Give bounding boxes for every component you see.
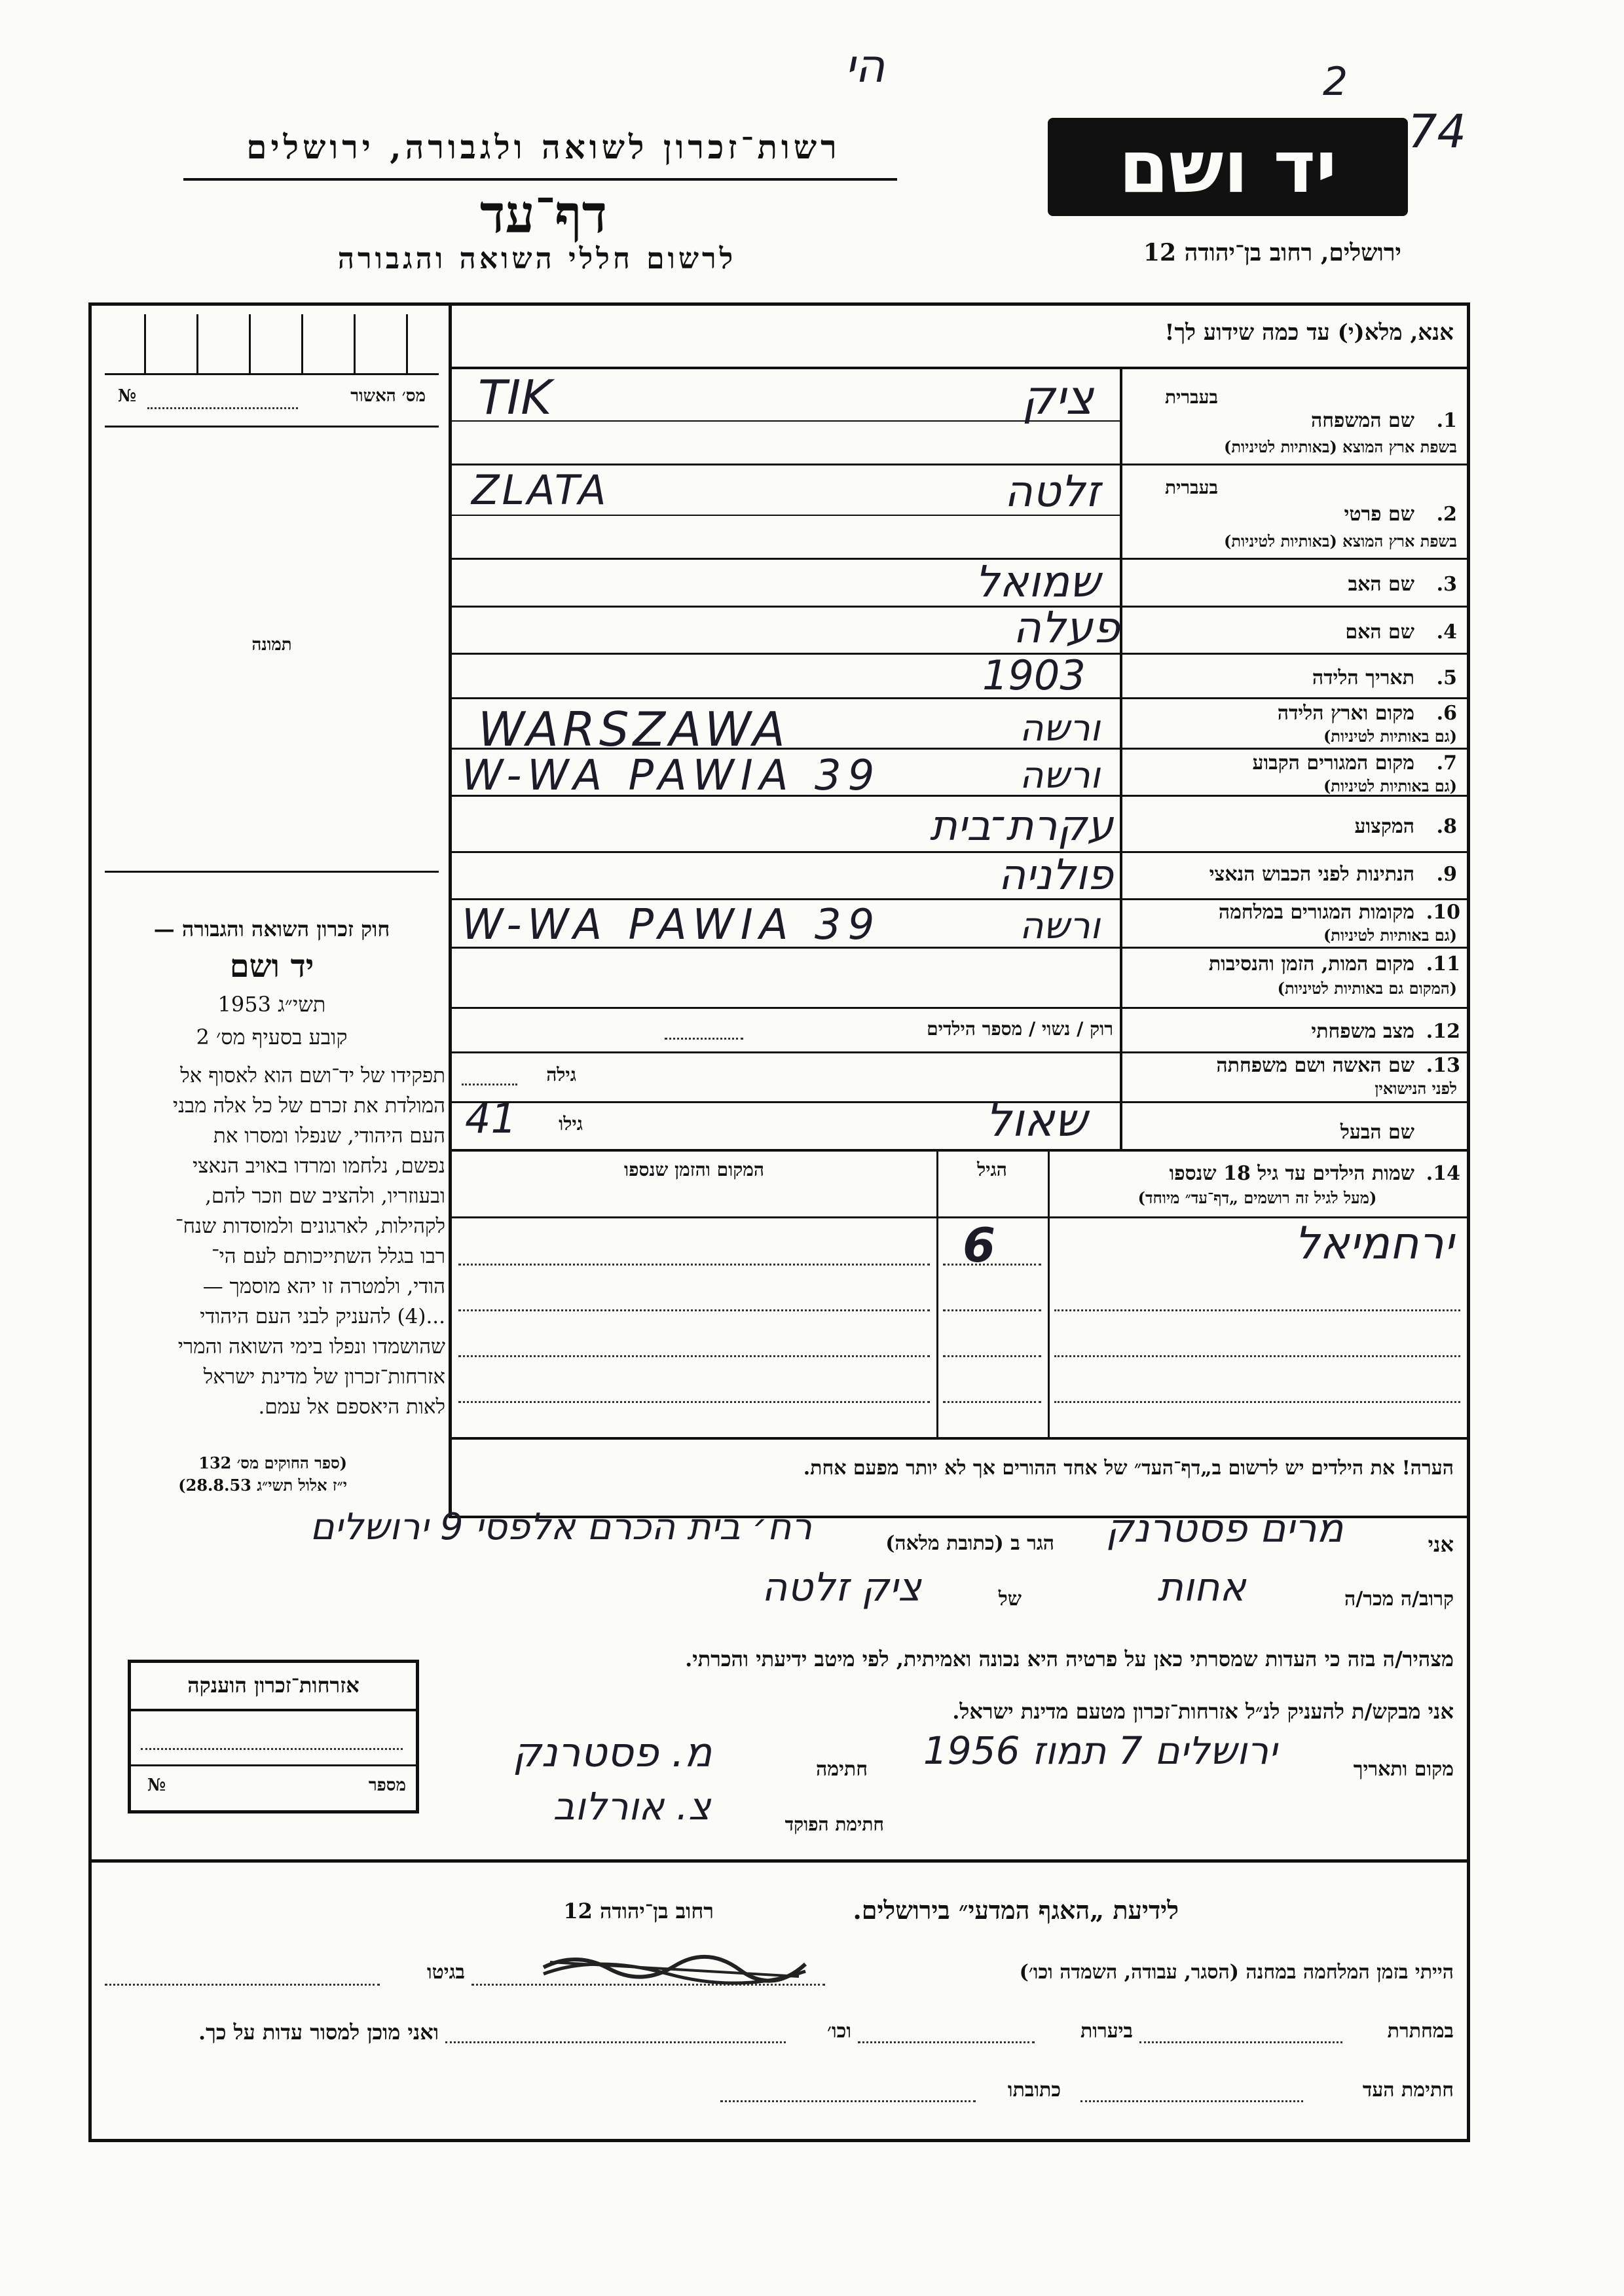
children-dots [458,1264,930,1266]
field-1-sub: בשפת ארץ המוצא (באותיות לטיניות) [1224,437,1457,456]
field-7-num: 7. [1436,752,1457,774]
field-2-value-hebrew: זלטה [1004,466,1100,517]
award-box-title-line [128,1709,419,1711]
authority-underline [183,178,897,181]
field-5-value: 1903 [982,651,1086,699]
award-dots [141,1748,403,1750]
label-column-divider [1120,368,1122,1150]
decl-name: מרים פסטרנק [1105,1506,1344,1552]
husband-label: שם הבעל [1340,1121,1414,1144]
field-5-num: 5. [1436,666,1457,689]
field-10-num: 10. [1426,901,1460,924]
field-2-num: 2. [1436,503,1457,526]
left-column-divider [449,302,452,1517]
info-line2-a: במחתרת [1387,2020,1454,2043]
field-3-num: 3. [1436,573,1457,596]
info-top-line [88,1859,1470,1863]
law-name: יד ושם [229,948,314,985]
decl-official-value: צ. אורלוב [553,1784,711,1829]
info-line1-ghetto-dots [105,1984,380,1986]
info-line2-d: ואני מוכן למסור עדות על כך. [198,2020,439,2045]
field-13-sub: לפני הנישואין [1375,1079,1457,1098]
husband-age-value: 41 [465,1095,517,1142]
award-number-line [128,1764,419,1766]
decl-relative: קרוב/ה מכר/ה [1344,1588,1454,1611]
approval-dots [147,407,298,409]
field-6-label: מקום וארץ הלידה [1277,702,1414,725]
decl-declare: מצהיר/ה בזה כי העדות שמסרתי כאן על פרטיה היא נכונה ואמיתית, לפי מיטב ידיעתי והכרתי. [685,1647,1454,1671]
photo-label: תמונה [251,635,292,655]
info-address: רחוב בן־יהודה 12 [563,1899,714,1923]
field-6-value-latin: WARSZAWA [478,702,789,757]
info-line2-c: וכו׳ [827,2020,851,2043]
decl-address: רח׳ בית הכרם אלפסי 9 ירושלים [310,1506,812,1548]
children-age-col-right [1048,1150,1050,1438]
field-6-num: 6. [1436,702,1457,725]
law-line: נפשם, נלחמו ומרדו באויב הנאצי [193,1154,445,1178]
field-11-label: מקום המות, הזמן והנסיבות [1208,953,1414,975]
field-1-value-latin: TIK [478,370,552,425]
row-line [452,464,1470,465]
decl-signature-label: חתימה [816,1758,868,1781]
children-dots [1054,1355,1460,1357]
children-num: 14. [1426,1162,1460,1185]
field-12-label: מצב משפחתי [1311,1020,1414,1043]
field-3-value: שמואל [974,556,1100,607]
decl-signature-value: מ. פסטרנק [512,1728,712,1776]
approval-label: מס׳ האשור [350,386,426,406]
approval-divider [105,426,439,428]
award-no: № [147,1776,166,1795]
children-sub: (מעל לגיל זה רושמים „דף־עד״ מיוחד) [1137,1188,1377,1207]
decl-place-date-value: ירושלים 7 תמוז 1956 [923,1728,1278,1773]
info-line3-dots-b [720,2100,976,2102]
info-line2-dots-b [858,2041,1035,2043]
law-title: חוק זכרון השואה והגבורה — [153,917,390,941]
law-line: הודי, ולמטרה זו יהא מוסמך — [202,1275,445,1298]
approval-no: № [118,386,137,406]
info-line3-dots-a [1080,2100,1303,2102]
law-line: תפקידו של יד־ושם הוא לאסוף אל [180,1064,445,1087]
field-8-value: עקרת־בית [929,802,1113,850]
children-dots [458,1309,930,1311]
form-subtitle: לרשום חללי השואה והגבורה [337,242,737,276]
field-7-value-hebrew: ורשה [1019,754,1100,797]
field-4-num: 4. [1436,621,1457,644]
info-line3-b: כתובתו [1007,2079,1061,2102]
field-1-lang: בעברית [1164,386,1218,408]
decl-official-label: חתימת הפוקד [784,1813,884,1835]
info-line3-a: חתימת העד [1362,2079,1454,2102]
law-line: לאות היאספם אל עמם. [258,1395,445,1419]
decl-resides: הגר ב (כתובת מלאה) [885,1532,1054,1555]
form-title: דף־עד [479,183,608,245]
field-11-sub: (המקום גם באותיות לטיניות) [1277,979,1457,998]
law-line: שהושמדו ונפלו בימי השואה והמרי [177,1335,445,1358]
info-line2-dots-c [445,2041,786,2043]
law-line: לקהילות, לארגונים ולמוסדות שנח־ [175,1214,445,1238]
children-place-col: המקום והזמן שנספו [624,1159,764,1180]
decl-request: אני מבקש/ת להעניק לנ״ל אזרחות־זכרון מטעם מדינת ישראל. [952,1699,1454,1724]
field-7-value-latin: W-WA PAWIA 39 [462,752,881,800]
children-dots [458,1355,930,1357]
corner-number-top: 2 [1323,59,1348,105]
law-line: רבו בגלל השתייכותם לעם הי־ [211,1245,445,1268]
field-4-value: פעלה [1012,602,1120,653]
info-title: לידיעת „האגף המדעי״ בירושלים. [853,1895,1179,1925]
child-age: 6 [963,1218,996,1273]
children-dots [943,1401,1041,1403]
field-9-value: פולניה [998,851,1113,900]
field-2-sub: בשפת ארץ המוצא (באותיות לטיניות) [1224,532,1457,551]
field-1-num: 1. [1436,409,1457,432]
decl-relation: אחות [1157,1565,1246,1611]
logo-text: יד ושם [1118,125,1337,209]
children-dots [458,1401,930,1403]
decl-place-date-label: מקום ותאריך [1353,1758,1454,1781]
field-11-num: 11. [1426,953,1460,975]
field-2-value-latin: ZLATA [471,466,609,514]
field-2-lang: בעברית [1164,477,1218,498]
field-1-label: שם המשפחה [1310,409,1414,432]
row-line [452,1007,1470,1009]
children-dots [943,1355,1041,1357]
field-9-label: הנתינות לפני הכבוש הנאצי [1209,863,1414,886]
decl-of-name: ציק זלטה [762,1565,921,1611]
field-4-label: שם האם [1345,621,1414,644]
row-line [452,1149,1470,1152]
child-name: ירחמיאל [1294,1218,1454,1269]
field-10-value-latin: W-WA PAWIA 39 [462,901,881,949]
award-number-label: מספר [368,1776,406,1795]
decl-of: של [998,1588,1022,1611]
field-6-sub: (גם באותיות לטיניות) [1323,727,1457,746]
law-ref-1: (ספר החוקים מס׳ 132 [198,1453,347,1472]
children-age-col: הגיל [977,1159,1007,1180]
field-3-label: שם האב [1348,573,1414,596]
law-text [98,1061,445,1422]
instruction: אנא, מלא(י) עד כמה שידוע לך! [1164,319,1454,346]
field-8-label: המקצוע [1354,815,1414,838]
info-line2-dots-a [1139,2041,1342,2043]
law-year: תשי״ג 1953 [217,992,326,1017]
info-line2-b: ביערות [1080,2020,1133,2043]
decl-ani: אני [1428,1532,1454,1557]
row-line [452,697,1470,699]
photo-divider [105,871,439,873]
logo [1048,118,1408,216]
law-line: המולדת את זכרם של כל אלה מבני [172,1094,445,1118]
crossed-out-writing [537,1948,812,1987]
top-hand-mark: הי [845,39,885,93]
children-header: שמות הילדים עד גיל 18 שנספו [1169,1162,1414,1185]
husband-value: שאול [985,1093,1087,1147]
law-clause: קובע בסעיף מס׳ 2 [196,1025,348,1049]
award-title: אזרחות־זכרון הוענקה [187,1673,360,1698]
field-1-value-hebrew: ציק [1022,370,1094,425]
field-2-label: שם פרטי [1344,503,1414,526]
field-13-num: 13. [1426,1054,1460,1077]
address: ירושלים, רחוב בן־יהודה 12 [1143,239,1401,266]
instruction-divider [452,367,1470,369]
children-dots [1054,1401,1460,1403]
husband-age-label: גילו [559,1113,583,1135]
field-7-sub: (גם באותיות לטיניות) [1323,776,1457,795]
field-13-age-dots [462,1084,517,1085]
field-12-dots [665,1038,743,1040]
field-12-options: רוק / נשוי / מספר הילדים [927,1018,1113,1040]
field-10-sub: (גם באותיות לטיניות) [1323,926,1457,945]
field-6-value-hebrew: ורשה [1019,707,1100,750]
info-line1-b: בגיטו [426,1961,465,1984]
field-10-value-hebrew: ורשה [1019,905,1100,947]
info-line1-a: הייתי בזמן המלחמה במחנה (הסגר, עבודה, השמדה וכו׳) [1019,1961,1454,1984]
field-12-num: 12. [1426,1020,1460,1043]
authority-name: רשות־זכרון לשואה ולגבורה, ירושלים [246,128,841,166]
field-8-num: 8. [1436,815,1457,838]
row-line [452,1051,1470,1053]
approval-boxes [105,314,439,373]
field-5-label: תאריך הלידה [1312,666,1414,689]
children-dots [943,1309,1041,1311]
children-dots [1054,1309,1460,1311]
law-line: העם היהודי, שנפלו ומסרו את [213,1124,445,1148]
note-top-line [452,1437,1470,1440]
corner-number: 74 [1408,105,1467,158]
field-13-label: שם האשה ושם משפחתה [1216,1054,1414,1077]
row-line [452,653,1470,655]
law-line: אזרחות־זכרון של מדינת ישראל [203,1365,445,1389]
children-age-col-left [936,1150,938,1438]
law-line: ...(4) להעניק לבני העם היהודי [200,1305,445,1328]
field-10-label: מקומות המגורים במלחמה [1218,901,1414,924]
field-7-label: מקום המגורים הקבוע [1252,752,1414,774]
law-line: ובעוזריו, ולהציב שם וזכר להם, [205,1184,445,1208]
note: הערה! את הילדים יש לרשום ב„דף־העד״ של אחד ההורים אך לא יותר מפעם אחת. [803,1457,1454,1480]
field-9-num: 9. [1436,863,1457,886]
field-13-age-label: גילה [546,1064,576,1085]
law-ref-2: י״ז אלול תשי״ג 28.8.53) [178,1476,347,1495]
